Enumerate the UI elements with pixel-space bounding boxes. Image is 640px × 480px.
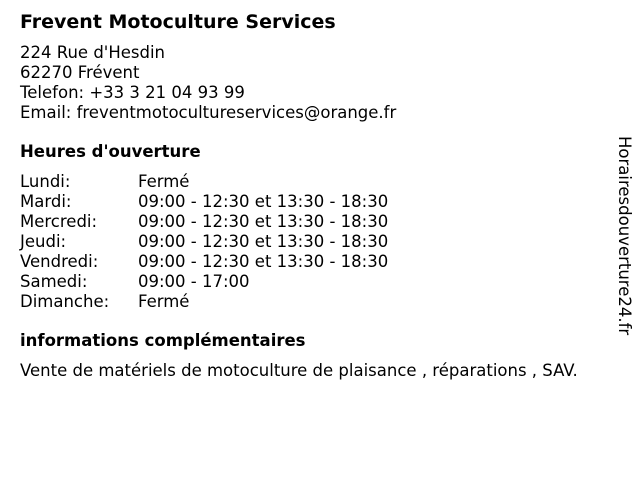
- opening-hours-table: [20, 172, 610, 312]
- city-postcode: 62270 Frévent: [20, 63, 140, 82]
- day-label: Mardi:: [20, 192, 72, 211]
- hours-row-wednesday: [20, 212, 610, 232]
- hours-row-friday: [20, 252, 610, 272]
- business-name: Frevent Motoculture Services: [20, 11, 336, 33]
- additional-info-text: Vente de matériels de motoculture de plaisance , réparations , SAV.: [20, 361, 578, 380]
- site-watermark: Horairesdouverture24.fr: [615, 136, 634, 336]
- day-label: Jeudi:: [20, 232, 67, 251]
- phone-number: Telefon: +33 3 21 04 93 99: [20, 83, 245, 102]
- day-label: Mercredi:: [20, 212, 98, 231]
- hours-row-saturday: [20, 272, 610, 292]
- day-label: Samedi:: [20, 272, 88, 291]
- hours-value: 09:00 - 12:30 et 13:30 - 18:30: [138, 232, 389, 251]
- hours-value: 09:00 - 12:30 et 13:30 - 18:30: [138, 192, 389, 211]
- email-address: Email: freventmotocultureservices@orange.fr: [20, 103, 397, 122]
- hours-value: 09:00 - 12:30 et 13:30 - 18:30: [138, 252, 389, 271]
- hours-value: Fermé: [138, 172, 190, 191]
- hours-row-sunday: [20, 292, 610, 312]
- day-label: Dimanche:: [20, 292, 110, 311]
- business-card: [20, 10, 610, 381]
- hours-value: Fermé: [138, 292, 190, 311]
- opening-hours-heading: Heures d'ouverture: [20, 142, 201, 161]
- address-block: [20, 43, 610, 123]
- hours-row-tuesday: [20, 192, 610, 212]
- hours-row-monday: [20, 172, 610, 192]
- street-address: 224 Rue d'Hesdin: [20, 43, 165, 62]
- day-label: Lundi:: [20, 172, 71, 191]
- day-label: Vendredi:: [20, 252, 99, 271]
- hours-value: 09:00 - 12:30 et 13:30 - 18:30: [138, 212, 389, 231]
- hours-value: 09:00 - 17:00: [138, 272, 250, 291]
- hours-row-thursday: [20, 232, 610, 252]
- additional-info-heading: informations complémentaires: [20, 331, 306, 350]
